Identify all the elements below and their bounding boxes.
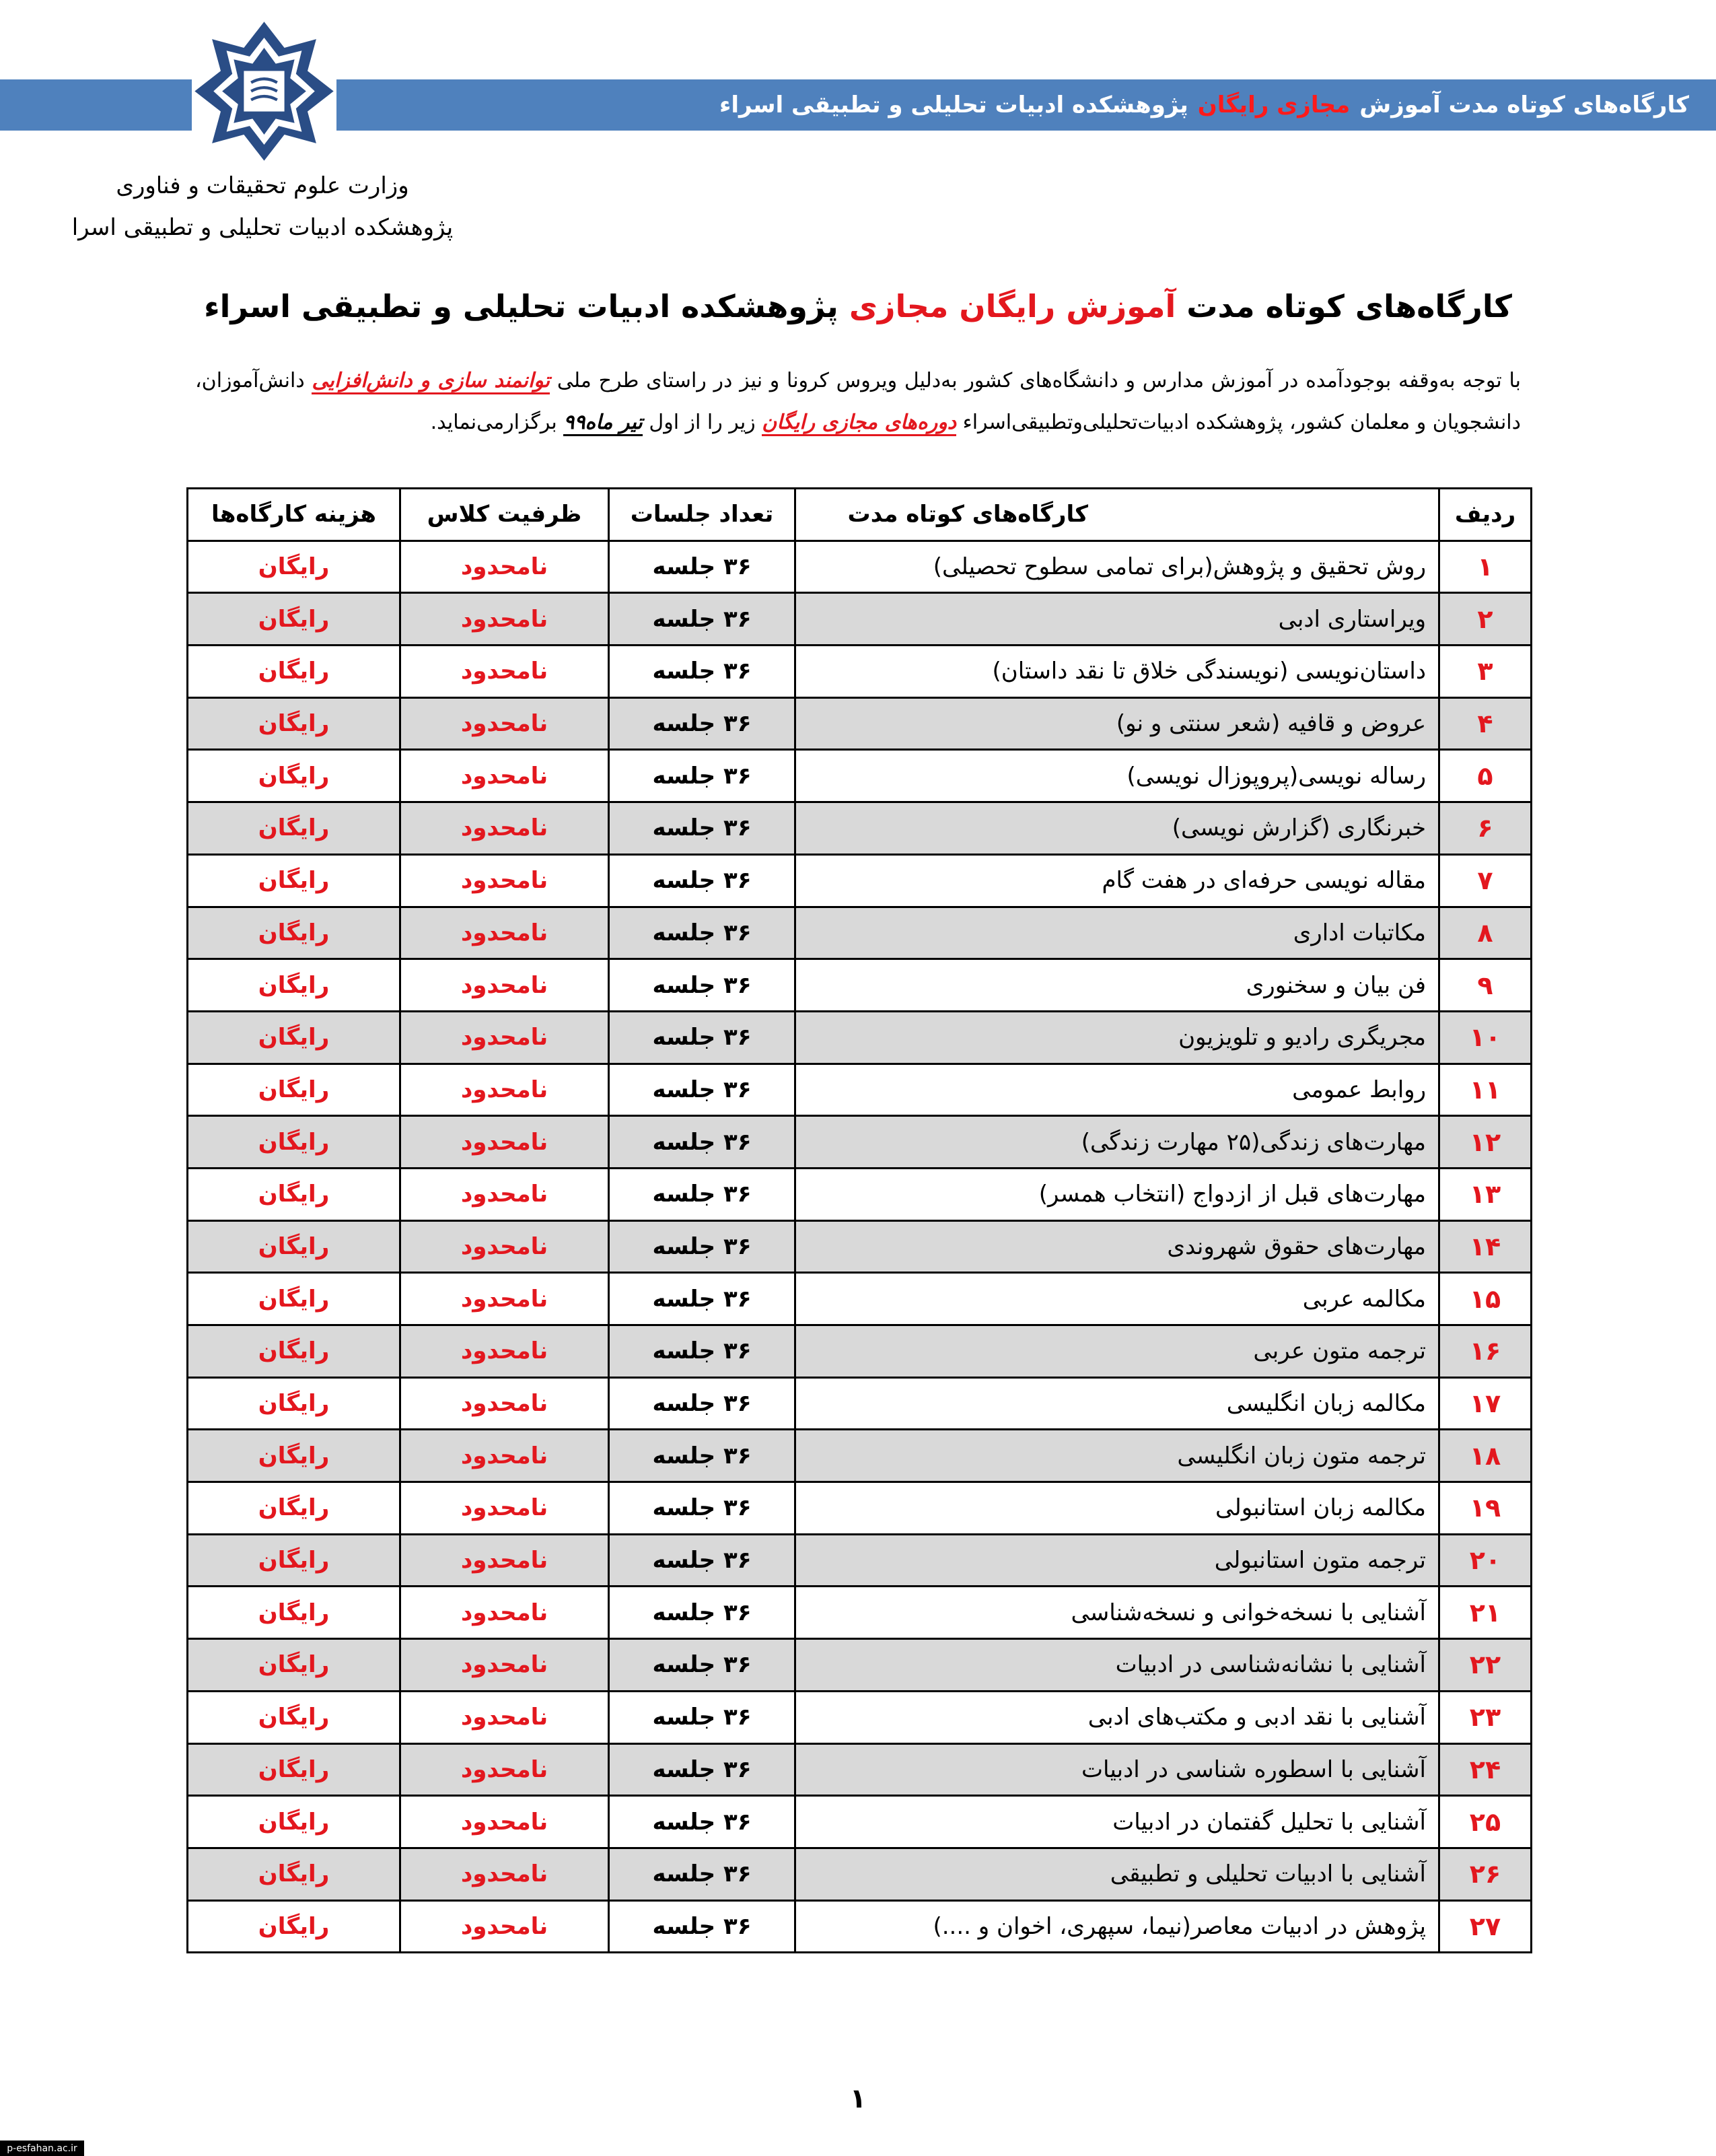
class-capacity: نامحدود: [400, 1377, 609, 1430]
course-fee: رایگان: [188, 1273, 400, 1325]
course-fee: رایگان: [188, 1325, 400, 1378]
intro-text-1: با توجه به‌وقفه بوجودآمده در آموزش مدارس و دانشگاه‌های کشور به‌دلیل ویروس کرونا و نیز در راستای طرح ملی: [557, 369, 1521, 392]
course-fee: رایگان: [188, 697, 400, 750]
table-row: [188, 1848, 1532, 1900]
course-fee: رایگان: [188, 1743, 400, 1796]
table-row: [188, 1273, 1532, 1325]
class-capacity: نامحدود: [400, 1325, 609, 1378]
course-name: مهارت‌های زندگی(۲۵ مهارت زندگی): [795, 1116, 1439, 1169]
course-name: مکالمه زبان انگلیسی: [795, 1377, 1439, 1430]
intro-text-4: برگزارمی‌نماید.: [430, 411, 557, 434]
table-row: [188, 854, 1532, 907]
row-number: ۱۶: [1439, 1325, 1532, 1378]
row-number: ۲۷: [1439, 1900, 1532, 1953]
row-number: ۱: [1439, 541, 1532, 593]
course-name: ویراستاری ادبی: [795, 593, 1439, 646]
course-name: مکالمه عربی: [795, 1273, 1439, 1325]
class-capacity: نامحدود: [400, 1430, 609, 1482]
course-name: آشنایی با اسطوره شناسی در ادبیات: [795, 1743, 1439, 1796]
sessions-count: ۳۶ جلسه: [609, 697, 795, 750]
table-row: [188, 907, 1532, 959]
sessions-count: ۳۶ جلسه: [609, 750, 795, 802]
class-capacity: نامحدود: [400, 1116, 609, 1169]
sessions-count: ۳۶ جلسه: [609, 1691, 795, 1743]
header-num: ردیف: [1439, 489, 1532, 541]
course-name: فن بیان و سخنوری: [795, 959, 1439, 1012]
table-row: [188, 1011, 1532, 1064]
sessions-count: ۳۶ جلسه: [609, 1064, 795, 1116]
course-name: روابط عمومی: [795, 1064, 1439, 1116]
sessions-count: ۳۶ جلسه: [609, 1639, 795, 1692]
course-name: آشنایی با نشانه‌شناسی در ادبیات: [795, 1639, 1439, 1692]
row-number: ۹: [1439, 959, 1532, 1012]
course-name: ترجمه متون زبان انگلیسی: [795, 1430, 1439, 1482]
table-row: [188, 541, 1532, 593]
course-name: رساله نویسی(پروپوزال نویسی): [795, 750, 1439, 802]
course-fee: رایگان: [188, 1900, 400, 1953]
intro-date: تیر ماه۹۹: [563, 411, 643, 436]
institute-logo: [192, 19, 336, 164]
course-fee: رایگان: [188, 1587, 400, 1639]
course-fee: رایگان: [188, 1639, 400, 1692]
course-fee: رایگان: [188, 1168, 400, 1220]
course-fee: رایگان: [188, 1064, 400, 1116]
sessions-count: ۳۶ جلسه: [609, 1325, 795, 1378]
sessions-count: ۳۶ جلسه: [609, 802, 795, 855]
row-number: ۲: [1439, 593, 1532, 646]
course-name: مکالمه زبان استانبولی: [795, 1482, 1439, 1535]
site-watermark: p-esfahan.ac.ir: [0, 2141, 84, 2156]
row-number: ۶: [1439, 802, 1532, 855]
course-name: آشنایی با تحلیل گفتمان در ادبیات: [795, 1796, 1439, 1848]
sessions-count: ۳۶ جلسه: [609, 1168, 795, 1220]
row-number: ۲۲: [1439, 1639, 1532, 1692]
table-row: [188, 1534, 1532, 1587]
row-number: ۲۴: [1439, 1743, 1532, 1796]
table-header-row: [188, 489, 1532, 541]
row-number: ۱۰: [1439, 1011, 1532, 1064]
row-number: ۱۸: [1439, 1430, 1532, 1482]
title-part-1: کارگاه‌های کوتاه مدت: [1186, 288, 1512, 324]
class-capacity: نامحدود: [400, 854, 609, 907]
course-fee: رایگان: [188, 1482, 400, 1535]
table-row: [188, 1743, 1532, 1796]
row-number: ۱۲: [1439, 1116, 1532, 1169]
class-capacity: نامحدود: [400, 802, 609, 855]
title-part-red: آموزش رایگان مجازی: [849, 288, 1176, 324]
course-name: ترجمه متون عربی: [795, 1325, 1439, 1378]
sessions-count: ۳۶ جلسه: [609, 1482, 795, 1535]
table-row: [188, 1168, 1532, 1220]
table-row: [188, 697, 1532, 750]
table-row: [188, 959, 1532, 1012]
course-name: داستان‌نویسی (نویسندگی خلاق تا نقد داستان): [795, 646, 1439, 698]
course-fee: رایگان: [188, 1691, 400, 1743]
header-fee: هزینه کارگاه‌ها: [188, 489, 400, 541]
class-capacity: نامحدود: [400, 1743, 609, 1796]
course-fee: رایگان: [188, 1430, 400, 1482]
course-name: مقاله نویسی حرفه‌ای در هفت گام: [795, 854, 1439, 907]
table-row: [188, 1430, 1532, 1482]
class-capacity: نامحدود: [400, 907, 609, 959]
title-part-2: پژوهشکده ادبیات تحلیلی و تطبیقی اسراء: [204, 288, 838, 324]
header-band-title: [336, 79, 1716, 131]
course-name: خبرنگاری (گزارش نویسی): [795, 802, 1439, 855]
table-row: [188, 1220, 1532, 1273]
class-capacity: نامحدود: [400, 1587, 609, 1639]
page-number: ۱: [849, 2083, 867, 2114]
class-capacity: نامحدود: [400, 1168, 609, 1220]
table-row: [188, 1116, 1532, 1169]
sessions-count: ۳۶ جلسه: [609, 1587, 795, 1639]
table-row: [188, 1796, 1532, 1848]
header-band-left: [0, 79, 192, 131]
header-capacity: ظرفیت کلاس: [400, 489, 609, 541]
table-body: [188, 541, 1532, 1953]
course-fee: رایگان: [188, 541, 400, 593]
course-name: مهارت‌های حقوق شهروندی: [795, 1220, 1439, 1273]
intro-highlight-1: توانمند سازی و دانش‌افزایی: [312, 369, 550, 394]
table-row: [188, 802, 1532, 855]
row-number: ۸: [1439, 907, 1532, 959]
course-fee: رایگان: [188, 907, 400, 959]
course-name: آشنایی با نقد ادبی و مکتب‌های ادبی: [795, 1691, 1439, 1743]
row-number: ۱۷: [1439, 1377, 1532, 1430]
class-capacity: نامحدود: [400, 541, 609, 593]
class-capacity: نامحدود: [400, 1064, 609, 1116]
class-capacity: نامحدود: [400, 1011, 609, 1064]
course-name: مکاتبات اداری: [795, 907, 1439, 959]
table-row: [188, 1325, 1532, 1378]
class-capacity: نامحدود: [400, 593, 609, 646]
sessions-count: ۳۶ جلسه: [609, 1534, 795, 1587]
courses-table: [186, 487, 1532, 1953]
sessions-count: ۳۶ جلسه: [609, 959, 795, 1012]
intro-text-2: دانش‌آموزان، دانشجویان و معلمان کشور، پژوهشکده ادبیات‌تحلیلی‌وتطبیقی‌اسراء: [195, 369, 1521, 434]
row-number: ۲۵: [1439, 1796, 1532, 1848]
sessions-count: ۳۶ جلسه: [609, 1430, 795, 1482]
sessions-count: ۳۶ جلسه: [609, 1900, 795, 1953]
class-capacity: نامحدود: [400, 697, 609, 750]
sessions-count: ۳۶ جلسه: [609, 593, 795, 646]
header-sessions: تعداد جلسات: [609, 489, 795, 541]
sessions-count: ۳۶ جلسه: [609, 541, 795, 593]
class-capacity: نامحدود: [400, 1900, 609, 1953]
course-fee: رایگان: [188, 854, 400, 907]
course-name: آشنایی با نسخه‌خوانی و نسخه‌شناسی: [795, 1587, 1439, 1639]
row-number: ۴: [1439, 697, 1532, 750]
row-number: ۱۱: [1439, 1064, 1532, 1116]
sessions-count: ۳۶ جلسه: [609, 907, 795, 959]
sessions-count: ۳۶ جلسه: [609, 1220, 795, 1273]
row-number: ۲۳: [1439, 1691, 1532, 1743]
class-capacity: نامحدود: [400, 646, 609, 698]
course-fee: رایگان: [188, 802, 400, 855]
course-fee: رایگان: [188, 1377, 400, 1430]
table-row: [188, 646, 1532, 698]
class-capacity: نامحدود: [400, 1796, 609, 1848]
course-fee: رایگان: [188, 1011, 400, 1064]
intro-paragraph: [195, 360, 1521, 444]
row-number: ۲۱: [1439, 1587, 1532, 1639]
sessions-count: ۳۶ جلسه: [609, 1743, 795, 1796]
row-number: ۱۳: [1439, 1168, 1532, 1220]
row-number: ۱۹: [1439, 1482, 1532, 1535]
table-row: [188, 1900, 1532, 1953]
row-number: ۳: [1439, 646, 1532, 698]
intro-text-3: زیر را از اول: [649, 411, 756, 434]
table-row: [188, 1482, 1532, 1535]
course-fee: رایگان: [188, 646, 400, 698]
row-number: ۷: [1439, 854, 1532, 907]
class-capacity: نامحدود: [400, 959, 609, 1012]
sessions-count: ۳۶ جلسه: [609, 1377, 795, 1430]
course-fee: رایگان: [188, 959, 400, 1012]
row-number: ۱۴: [1439, 1220, 1532, 1273]
course-name: ترجمه متون استانبولی: [795, 1534, 1439, 1587]
course-fee: رایگان: [188, 1116, 400, 1169]
course-name: پژوهش در ادبیات معاصر(نیما، سپهری، اخوان و ....): [795, 1900, 1439, 1953]
sessions-count: ۳۶ جلسه: [609, 646, 795, 698]
table-row: [188, 1639, 1532, 1692]
course-name: عروض و قافیه (شعر سنتی و نو): [795, 697, 1439, 750]
row-number: ۱۵: [1439, 1273, 1532, 1325]
row-number: ۵: [1439, 750, 1532, 802]
sessions-count: ۳۶ جلسه: [609, 1848, 795, 1900]
band-text-red: مجازی رایگان: [1197, 92, 1351, 118]
table-row: [188, 1691, 1532, 1743]
sessions-count: ۳۶ جلسه: [609, 1011, 795, 1064]
row-number: ۲۰: [1439, 1534, 1532, 1587]
class-capacity: نامحدود: [400, 1691, 609, 1743]
course-name: روش تحقیق و پژوهش(برای تمامی سطوح تحصیلی): [795, 541, 1439, 593]
row-number: ۲۶: [1439, 1848, 1532, 1900]
course-fee: رایگان: [188, 750, 400, 802]
course-fee: رایگان: [188, 1220, 400, 1273]
header-name: کارگاه‌های کوتاه مدت: [795, 489, 1439, 541]
table-row: [188, 1377, 1532, 1430]
class-capacity: نامحدود: [400, 750, 609, 802]
class-capacity: نامحدود: [400, 1220, 609, 1273]
organization-block: [54, 165, 471, 248]
course-name: آشنایی با ادبیات تحلیلی و تطبیقی: [795, 1848, 1439, 1900]
table-row: [188, 750, 1532, 802]
page-title: [0, 288, 1716, 324]
class-capacity: نامحدود: [400, 1848, 609, 1900]
course-fee: رایگان: [188, 1848, 400, 1900]
course-name: مهارت‌های قبل از ازدواج (انتخاب همسر): [795, 1168, 1439, 1220]
class-capacity: نامحدود: [400, 1639, 609, 1692]
class-capacity: نامحدود: [400, 1482, 609, 1535]
course-name: مجریگری رادیو و تلویزیون: [795, 1011, 1439, 1064]
ministry-name: وزارت علوم تحقیقات و فناوری: [116, 172, 409, 199]
band-text-b: پژوهشکده ادبیات تحلیلی و تطبیقی اسراء: [719, 92, 1188, 118]
intro-highlight-2: دوره‌های مجازی رایگان: [762, 411, 956, 436]
sessions-count: ۳۶ جلسه: [609, 1116, 795, 1169]
institute-name: پژوهشکده ادبیات تحلیلی و تطبیقی اسرا: [71, 214, 454, 241]
course-fee: رایگان: [188, 1796, 400, 1848]
sessions-count: ۳۶ جلسه: [609, 1796, 795, 1848]
table-row: [188, 593, 1532, 646]
class-capacity: نامحدود: [400, 1273, 609, 1325]
class-capacity: نامحدود: [400, 1534, 609, 1587]
table-row: [188, 1587, 1532, 1639]
table-row: [188, 1064, 1532, 1116]
course-fee: رایگان: [188, 1534, 400, 1587]
course-fee: رایگان: [188, 593, 400, 646]
sessions-count: ۳۶ جلسه: [609, 854, 795, 907]
sessions-count: ۳۶ جلسه: [609, 1273, 795, 1325]
band-text-a: کارگاه‌های کوتاه مدت آموزش: [1359, 92, 1689, 118]
